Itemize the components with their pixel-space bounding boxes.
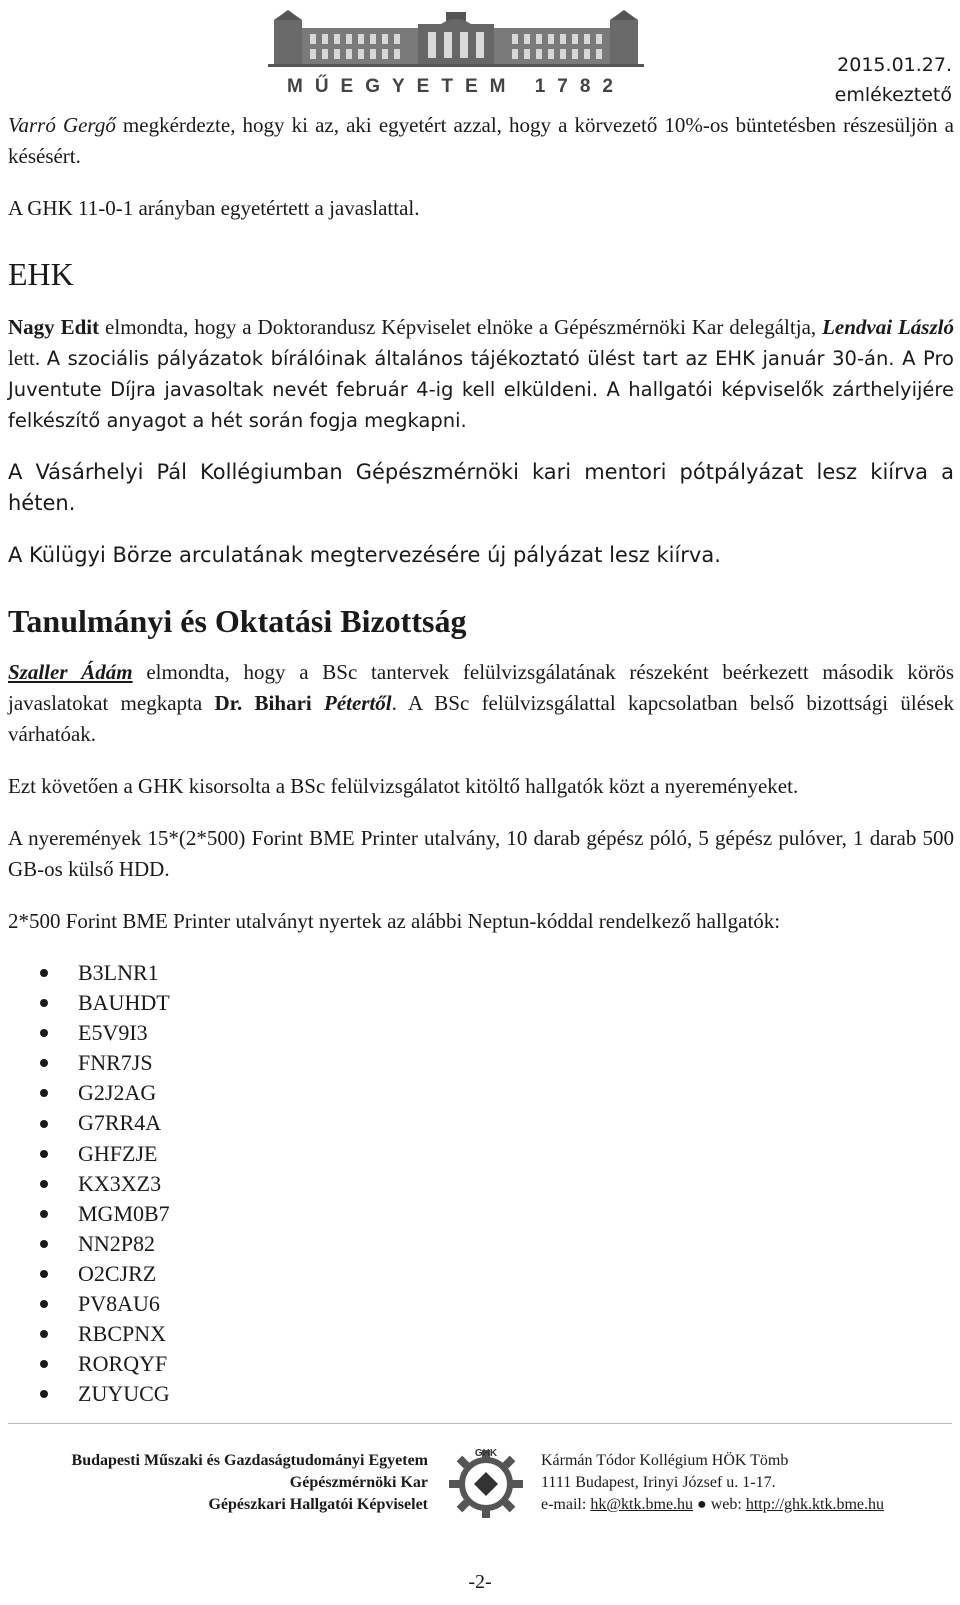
council-name: Gépészkari Hallgatói Képviselet [208,1496,428,1513]
person-name: Szaller Ádám [8,660,133,684]
footer-contact [541,1450,956,1516]
person-name: Nagy Edit [8,315,100,339]
neptun-code: BAUHDT [78,990,170,1016]
list-item [40,1078,954,1108]
bullet-icon [40,1150,48,1158]
neptun-code: RBCPNX [78,1321,167,1347]
paragraph: A nyeremények 15*(2*500) Forint BME Printer utalvány, 10 darab gépész póló, 5 gépész pulóver, 1 darab 500 GB-os külső HDD. [8,826,954,881]
bullet-icon [40,1330,48,1338]
person-name: Pétertől [324,691,392,715]
neptun-code: PV8AU6 [78,1291,160,1317]
bullet-icon [40,1390,48,1398]
bullet-icon [40,1029,48,1037]
document-type: emlékeztető [834,84,952,106]
footer-divider [8,1423,952,1424]
list-item [40,1199,954,1229]
university-name: Budapesti Műszaki és Gazdaságtudományi Egyetem [71,1452,428,1469]
person-name: Varró Gergő [8,113,116,137]
email-link[interactable]: hk@ktk.bme.hu [590,1496,694,1513]
bullet-icon [40,1270,48,1278]
paragraph: Ezt követően a GHK kisorsolta a BSc felülvizsgálatot kitöltő hallgatók közt a nyereményeket. [8,774,799,798]
paragraph: 2*500 Forint BME Printer utalványt nyertek az alábbi Neptun-kóddal rendelkező hallgatók: [8,909,781,933]
email-label: e-mail: [541,1496,591,1513]
logo-text: MŰEGYETEM 1782 [287,76,625,96]
vote-result: A GHK 11-0-1 arányban egyetértett a javaslattal. [8,196,420,220]
neptun-code: NN2P82 [78,1230,156,1256]
paragraph-text: elmondta, hogy a BSc tantervek felülvizsgálatának részeként beérkezett második körös javaslatokat megkapta [8,660,954,715]
list-item [40,1349,954,1379]
university-building-icon [268,6,644,96]
neptun-code: G2J2AG [78,1080,157,1106]
paragraph-text: megkérdezte, hogy ki az, aki egyetért azzal, hogy a körvezető 10%-os büntetésben részesüljön a késésért. [8,113,954,168]
muegyetem-logo [268,6,644,96]
ghk-logo-text: GHK [474,1448,498,1459]
dorm-name: Kármán Tódor Kollégium HÖK Tömb [541,1452,789,1469]
footer-institution [8,1450,428,1516]
bullet-icon [40,1120,48,1128]
section-heading-tob: Tanulmányi és Oktatási Bizottság [8,603,467,639]
paragraph [8,110,954,172]
neptun-code: FNR7JS [78,1050,153,1076]
bullet-icon [40,969,48,977]
neptun-code: RORQYF [78,1351,168,1377]
list-item [40,1379,954,1409]
person-name: Dr. Bihari [214,691,324,715]
list-item [40,1229,954,1259]
separator: ● web: [693,1496,746,1513]
neptun-code: ZUYUCG [78,1381,170,1407]
paragraph [8,657,954,750]
list-item [40,1259,954,1289]
paragraph-text: lett. [8,346,47,370]
list-item [40,1018,954,1048]
list-item [40,1108,954,1138]
neptun-code: GHFZJE [78,1140,158,1166]
document-meta [835,50,952,110]
gear-icon [441,1444,531,1524]
page-number: -2- [468,1571,492,1593]
paragraph: A Külügyi Börze arculatának megtervezésére új pályázat lesz kiírva. [8,543,721,567]
document-body [8,110,954,1409]
bullet-icon [40,1089,48,1097]
neptun-code: O2CJRZ [78,1260,157,1286]
list-item [40,1139,954,1169]
neptun-code: MGM0B7 [78,1200,170,1226]
neptun-code: E5V9I3 [78,1020,148,1046]
address: 1111 Budapest, Irinyi József u. 1-17. [541,1474,776,1491]
neptun-code-list [40,958,954,1409]
person-name: Lendvai László [822,315,954,339]
bullet-icon [40,1360,48,1368]
list-item [40,988,954,1018]
bullet-icon [40,1240,48,1248]
list-item [40,1289,954,1319]
paragraph-text: A szociális pályázatok bírálóinak általános tájékoztató ülést tart az EHK január 30-án. A Pro Juventute Díjra javasoltak nevét február 4-ig kell elküldeni. A hallgatói képviselők zárthelyijére felkészítő anyagot a hét során fogja megkapni. [8,347,954,432]
section-heading-ehk: EHK [8,256,74,292]
ghk-logo [441,1444,531,1524]
faculty-name: Gépészmérnöki Kar [289,1474,428,1491]
bullet-icon [40,1180,48,1188]
paragraph [8,312,954,436]
contact-line [541,1494,956,1516]
paragraph-text: elmondta, hogy a Doktorandusz Képviselet elnöke a Gépészmérnöki Kar delegáltja, [99,315,823,339]
list-item [40,1169,954,1199]
web-link[interactable]: http://ghk.ktk.bme.hu [745,1496,885,1513]
neptun-code: B3LNR1 [78,960,159,985]
bullet-icon [40,999,48,1007]
list-item [40,1048,954,1078]
bullet-icon [40,1300,48,1308]
list-item [40,1319,954,1349]
bullet-icon [40,1059,48,1067]
bullet-icon [40,1210,48,1218]
document-date: 2015.01.27. [837,54,952,76]
neptun-code: G7RR4A [78,1110,162,1136]
list-item [40,958,954,988]
neptun-code: KX3XZ3 [78,1170,162,1196]
paragraph-text: . A BSc felülvizsgálattal kapcsolatban belső bizottsági ülések várhatóak. [8,691,955,746]
paragraph: A Vásárhelyi Pál Kollégiumban Gépészmérnöki kari mentori pótpályázat lesz kiírva a héten. [8,460,954,515]
